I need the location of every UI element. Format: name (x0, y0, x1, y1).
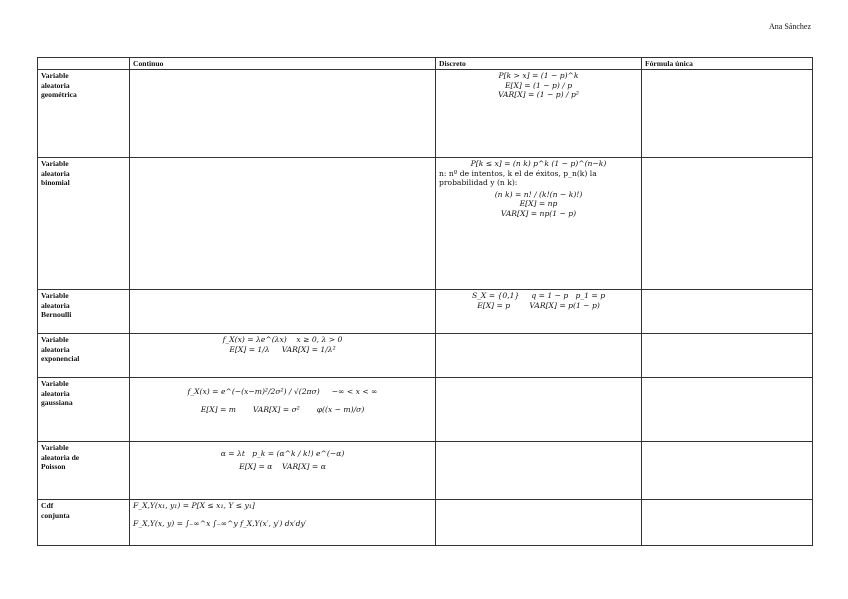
header-formula-unica: Fórmula única (642, 58, 813, 70)
label-line: aleatoria (41, 168, 70, 178)
formula-prob: P[k > x] = (1 − p)^k (498, 71, 579, 81)
row-label-binomial (38, 158, 130, 290)
table-row (38, 70, 813, 158)
label-line: aleatoria (41, 300, 70, 310)
cell-continuo-bernoulli (130, 290, 436, 334)
label-line: Variable (41, 335, 69, 345)
note-probabilidad: probabilidad y (n k): (439, 177, 518, 187)
cell-continuo-exponencial (130, 334, 436, 378)
label-line: Variable (41, 159, 69, 169)
cell-continuo-poisson (130, 442, 436, 500)
label-line: Variable (41, 291, 69, 301)
cell-formula-unica-gaussiana (642, 378, 813, 442)
label-line: aleatoria (41, 344, 70, 354)
formula-pdf: f_X(x) = e^(−(x−m)²/2σ²) / √(2πσ) −∞ < x < ∞ (187, 387, 378, 397)
label-line: aleatoria de (41, 452, 80, 462)
header-continuo: Continuo (130, 58, 436, 70)
label-line: gaussiana (41, 397, 73, 407)
formula-moments: E[X] = m VAR[X] = σ² φ((x − m)/σ) (200, 404, 365, 414)
cell-discreto-binomial (436, 158, 642, 290)
label-line: binomial (41, 177, 70, 187)
label-line: Variable (41, 379, 69, 389)
formula-expectation: E[X] = (1 − p) / p (504, 80, 573, 90)
header-discreto: Discreto (436, 58, 642, 70)
formula-variance: VAR[X] = (1 − p) / p² (498, 89, 579, 99)
label-line: Variable (41, 71, 69, 81)
label-line: Variable (41, 443, 69, 453)
cell-discreto-geometrica (436, 70, 642, 158)
cell-discreto-poisson (436, 442, 642, 500)
formula-cdf: F_X,Y(x₁, y₁) = P[X ≤ x₁, Y ≤ y₁] (133, 501, 255, 511)
cell-continuo-cdf-conjunta (130, 500, 436, 546)
table-row (38, 290, 813, 334)
cell-formula-unica-exponencial (642, 334, 813, 378)
label-line: conjunta (41, 510, 70, 520)
note-intentos: n: nº de intentos, k el de éxitos, p_n(k) la (439, 168, 597, 178)
formula-cdf-integral: F_X,Y(x, y) = ∫₋∞^x ∫₋∞^y f_X,Y(x′, y′) dx′dy′ (133, 518, 307, 528)
formula-moments: E[X] = 1/λ VAR[X] = 1/λ² (229, 344, 336, 354)
row-label-gaussiana (38, 378, 130, 442)
formula-pdf: f_X(x) = λe^(λx) x ≥ 0, λ > 0 (222, 335, 343, 345)
label-line: aleatoria (41, 80, 70, 90)
cell-formula-unica-poisson (642, 442, 813, 500)
cell-formula-unica-bernoulli (642, 290, 813, 334)
header-row (38, 58, 813, 70)
cell-discreto-cdf-conjunta (436, 500, 642, 546)
label-line: exponencial (41, 353, 80, 363)
label-line: Poisson (41, 461, 66, 471)
cell-discreto-bernoulli (436, 290, 642, 334)
formula-binomial-coefficient: (n k) = n! / (k!(n − k)!) (494, 190, 583, 199)
formula-variance: VAR[X] = np(1 − p) (500, 208, 577, 218)
author-name: Ana Sánchez (769, 22, 811, 31)
cell-discreto-gaussiana (436, 378, 642, 442)
row-label-geometrica (38, 70, 130, 158)
formula-prob: P[k ≤ x] = (n k) p^k (1 − p)^(n−k) (470, 159, 607, 169)
row-label-exponencial (38, 334, 130, 378)
row-label-poisson (38, 442, 130, 500)
formula-moments: E[X] = α VAR[X] = α (239, 461, 326, 471)
cell-formula-unica-cdf-conjunta (642, 500, 813, 546)
cell-continuo-gaussiana (130, 378, 436, 442)
label-line: geométrica (41, 89, 77, 99)
row-label-bernoulli (38, 290, 130, 334)
table-row (38, 158, 813, 290)
cell-formula-unica-geometrica (642, 70, 813, 158)
table-row (38, 334, 813, 378)
formula-table (37, 57, 813, 546)
cell-formula-unica-binomial (642, 158, 813, 290)
label-line: Cdf (41, 501, 54, 511)
cell-continuo-binomial (130, 158, 436, 290)
row-label-cdf-conjunta (38, 500, 130, 546)
label-line: Bernoulli (41, 309, 72, 319)
header-empty (38, 58, 130, 70)
formula-expectation: E[X] = np (519, 199, 558, 209)
cell-continuo-geometrica (130, 70, 436, 158)
table-row (38, 442, 813, 500)
formula-pmf: α = λt p_k = (α^k / k!) e^(−α) (220, 449, 345, 459)
cell-discreto-exponencial (436, 334, 642, 378)
formula-sample-space: S_X = {0,1} q = 1 − p p_1 = p (471, 291, 606, 301)
table-row (38, 378, 813, 442)
formula-moments: E[X] = p VAR[X] = p(1 − p) (477, 300, 600, 310)
table-row (38, 500, 813, 546)
label-line: aleatoria (41, 388, 70, 398)
